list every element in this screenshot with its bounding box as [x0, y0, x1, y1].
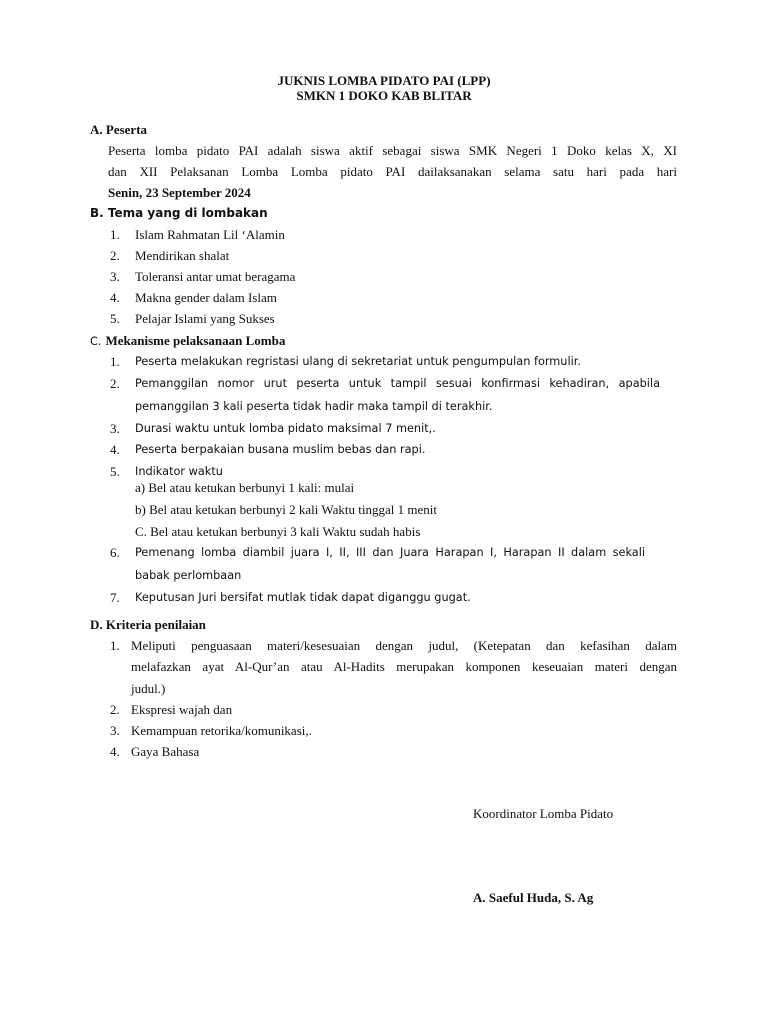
theme-item: Pelajar Islami yang Sukses [135, 311, 275, 326]
theme-item: Islam Rahmatan Lil ‘Alamin [135, 227, 285, 242]
mechanism-number: 2. [110, 376, 120, 391]
theme-number: 1. [110, 227, 120, 242]
mechanism-number: 5. [110, 464, 120, 479]
doc-title-line2: SMKN 1 DOKO KAB BLITAR [296, 88, 472, 103]
mechanism-item: Keputusan Juri bersifat mutlak tidak dapat diganggu gugat. [135, 591, 471, 604]
mechanism-item: Pemanggilan nomor urut peserta untuk tampil sesuai konfirmasi kehadiran, apabila [135, 377, 660, 390]
mechanism-item: Peserta melakukan regristasi ulang di sekretariat untuk pengumpulan formulir. [135, 355, 581, 368]
criteria-item: Ekspresi wajah dan [131, 702, 233, 717]
mechanism-item: Durasi waktu untuk lomba pidato maksimal 7 menit,. [135, 422, 436, 435]
mechanism-item-continued: babak perlombaan [135, 569, 242, 582]
criteria-item: Meliputi penguasaan materi/kesesuaian dengan judul, (Ketepatan dan kefasihan dalam [131, 638, 677, 653]
mechanism-number: 1. [110, 354, 120, 369]
signature-name: A. Saeful Huda, S. Ag [473, 890, 594, 905]
section-c-prefix: C. [90, 335, 102, 348]
criteria-number: 1. [110, 638, 120, 653]
time-indicator: C. Bel atau ketukan berbunyi 3 kali Waktu sudah habis [135, 524, 421, 539]
theme-item: Makna gender dalam Islam [135, 290, 277, 305]
section-a-line2: dan XII Pelaksanan Lomba Lomba pidato PAI dailaksanakan selama satu hari pada hari [108, 164, 677, 179]
theme-number: 5. [110, 311, 120, 326]
criteria-item-continued: judul.) [131, 681, 166, 696]
mechanism-number: 6. [110, 545, 120, 560]
section-c-heading [90, 332, 285, 350]
mechanism-number: 7. [110, 590, 120, 605]
criteria-number: 3. [110, 723, 120, 738]
section-d-heading: D. Kriteria penilaian [90, 617, 206, 632]
mechanism-number: 3. [110, 421, 120, 436]
criteria-item: Kemampuan retorika/komunikasi,. [131, 723, 312, 738]
theme-number: 4. [110, 290, 120, 305]
section-b-heading: B. Tema yang di lombakan [90, 206, 268, 220]
theme-number: 2. [110, 248, 120, 263]
criteria-item: Gaya Bahasa [131, 744, 200, 759]
mechanism-item: Pemenang lomba diambil juara I, II, III dan Juara Harapan I, Harapan II dalam sekali [135, 546, 645, 559]
criteria-item-continued: melafazkan ayat Al-Qur’an atau Al-Hadits merupakan komponen keseuaian materi dengan [131, 659, 677, 674]
mechanism-item: Peserta berpakaian busana muslim bebas dan rapi. [135, 443, 426, 456]
time-indicator: a) Bel atau ketukan berbunyi 1 kali: mulai [135, 480, 355, 495]
signature-role: Koordinator Lomba Pidato [473, 806, 614, 821]
criteria-number: 2. [110, 702, 120, 717]
mechanism-number: 4. [110, 442, 120, 457]
theme-number: 3. [110, 269, 120, 284]
section-c-title: Mekanisme pelaksanaan Lomba [105, 333, 286, 348]
theme-item: Toleransi antar umat beragama [135, 269, 296, 284]
theme-item: Mendirikan shalat [135, 248, 230, 263]
doc-title-line1: JUKNIS LOMBA PIDATO PAI (LPP) [277, 73, 491, 88]
section-a-line1: Peserta lomba pidato PAI adalah siswa aktif sebagai siswa SMK Negeri 1 Doko kelas X, XI [108, 143, 677, 158]
mechanism-item-continued: pemanggilan 3 kali peserta tidak hadir maka tampil di terakhir. [135, 400, 493, 413]
time-indicator: b) Bel atau ketukan berbunyi 2 kali Waktu tinggal 1 menit [135, 502, 437, 517]
section-a-heading: A. Peserta [90, 122, 148, 137]
criteria-number: 4. [110, 744, 120, 759]
section-a-date: Senin, 23 September 2024 [108, 185, 251, 200]
mechanism-item: Indikator waktu [135, 465, 223, 478]
